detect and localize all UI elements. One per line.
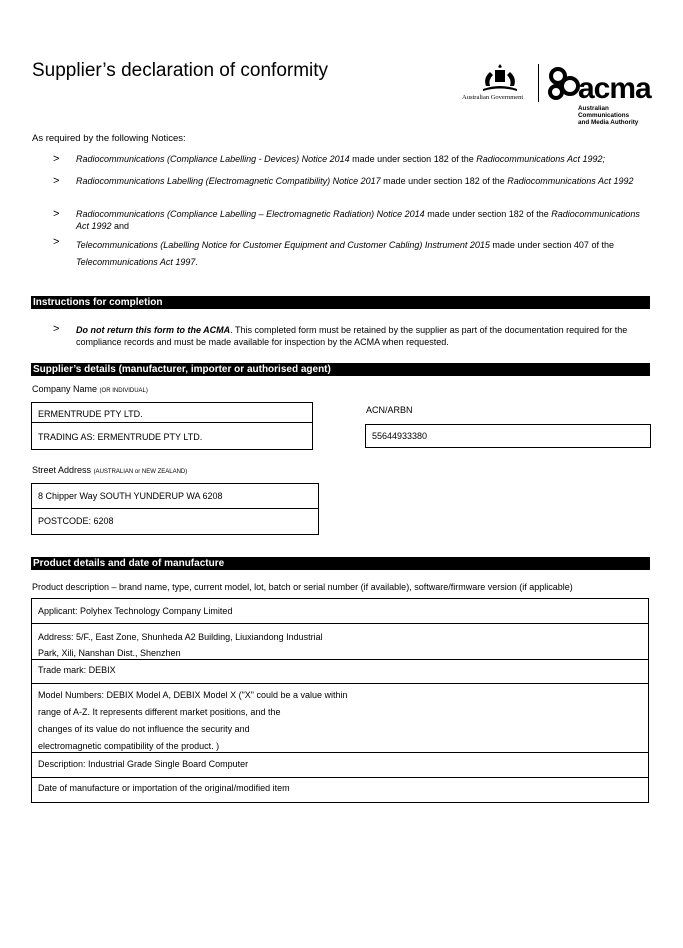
notice-item: Radiocommunications Labelling (Electromagnetic Compatibility) Notice 2017 made under section 182 of the Radiocommunications Act 1992 <box>76 176 634 186</box>
address-field[interactable]: Address: 5/F., East Zone, Shunheda A2 Building, Liuxiandong Industrial Park, Xili, Nanshan Dist., Shenzhen <box>32 624 648 660</box>
intro-text: As required by the following Notices: <box>32 133 186 144</box>
bullet-icon: > <box>53 236 60 248</box>
street-address-box <box>31 483 319 535</box>
model-numbers-field[interactable]: Model Numbers: DEBIX Model A, DEBIX Model X ("X" could be a value within range of A-Z. It represents different market positions, and the changes of its value do not influence the security and electromagnetic compatibility of the product. ) <box>32 684 648 753</box>
gov-logo-text: Australian Government <box>462 94 524 101</box>
acma-logo-word: acma <box>578 72 651 105</box>
street-address-field[interactable]: 8 Chipper Way SOUTH YUNDERUP WA 6208 <box>32 484 318 509</box>
date-of-manufacture-field[interactable]: Date of manufacture or importation of the original/modified item <box>38 783 290 793</box>
bullet-icon: > <box>53 208 60 220</box>
bullet-icon: > <box>53 323 60 335</box>
applicant-field[interactable]: Applicant: Polyhex Technology Company Limited <box>32 599 648 624</box>
notice-item: Telecommunications (Labelling Notice for Customer Equipment and Customer Cabling) Instrument 2015 made under section 407 of the Telecommunications Act 1997. <box>76 240 614 267</box>
description-field[interactable]: Description: Industrial Grade Single Board Computer <box>32 753 648 778</box>
logo-divider <box>538 64 539 102</box>
trading-as-field[interactable]: TRADING AS: ERMENTRUDE PTY LTD. <box>38 432 203 442</box>
logo-block <box>462 62 662 134</box>
product-heading: Product details and date of manufacture <box>31 557 650 570</box>
company-name-field[interactable]: ERMENTRUDE PTY LTD. <box>32 403 312 423</box>
instructions-text: Do not return this form to the ACMA. This completed form must be retained by the supplier as part of the documentation required for the compliance records and must be made available for inspection by the ACMA when requested. <box>76 325 628 347</box>
acma-logo-subtitle: Australian Communications and Media Authority <box>578 105 639 126</box>
trade-mark-field[interactable]: Trade mark: DEBIX <box>32 660 648 684</box>
supplier-heading: Supplier’s details (manufacturer, importer or authorised agent) <box>31 363 650 376</box>
bullet-icon: > <box>53 153 60 165</box>
instructions-heading: Instructions for completion <box>31 296 650 309</box>
notice-item: Radiocommunications (Compliance Labelling - Devices) Notice 2014 made under section 182 of the Radiocommunications Act 1992; <box>76 154 605 164</box>
product-description-label: Product description – brand name, type, current model, lot, batch or serial number (if available), software/firmware version (if applicable) <box>32 582 573 592</box>
bullet-icon: > <box>53 175 60 187</box>
postcode-field[interactable]: POSTCODE: 6208 <box>38 516 114 526</box>
australian-coat-of-arms-logo <box>480 62 520 94</box>
acn-label: ACN/ARBN <box>366 405 413 415</box>
company-name-label: Company Name (OR INDIVIDUAL) <box>32 384 148 394</box>
acn-field[interactable]: 55644933380 <box>372 431 428 441</box>
product-details-box <box>31 598 649 803</box>
acn-box <box>365 424 651 448</box>
company-name-box <box>31 402 313 450</box>
page-title: Supplier’s declaration of conformity <box>32 60 329 81</box>
street-address-label: Street Address (AUSTRALIAN or NEW ZEALAND) <box>32 465 188 475</box>
acma-swirl-icon <box>546 66 582 102</box>
notice-item: Radiocommunications (Compliance Labelling – Electromagnetic Radiation) Notice 2014 made under section 182 of the Radiocommunications Act 1992 and <box>76 209 640 231</box>
